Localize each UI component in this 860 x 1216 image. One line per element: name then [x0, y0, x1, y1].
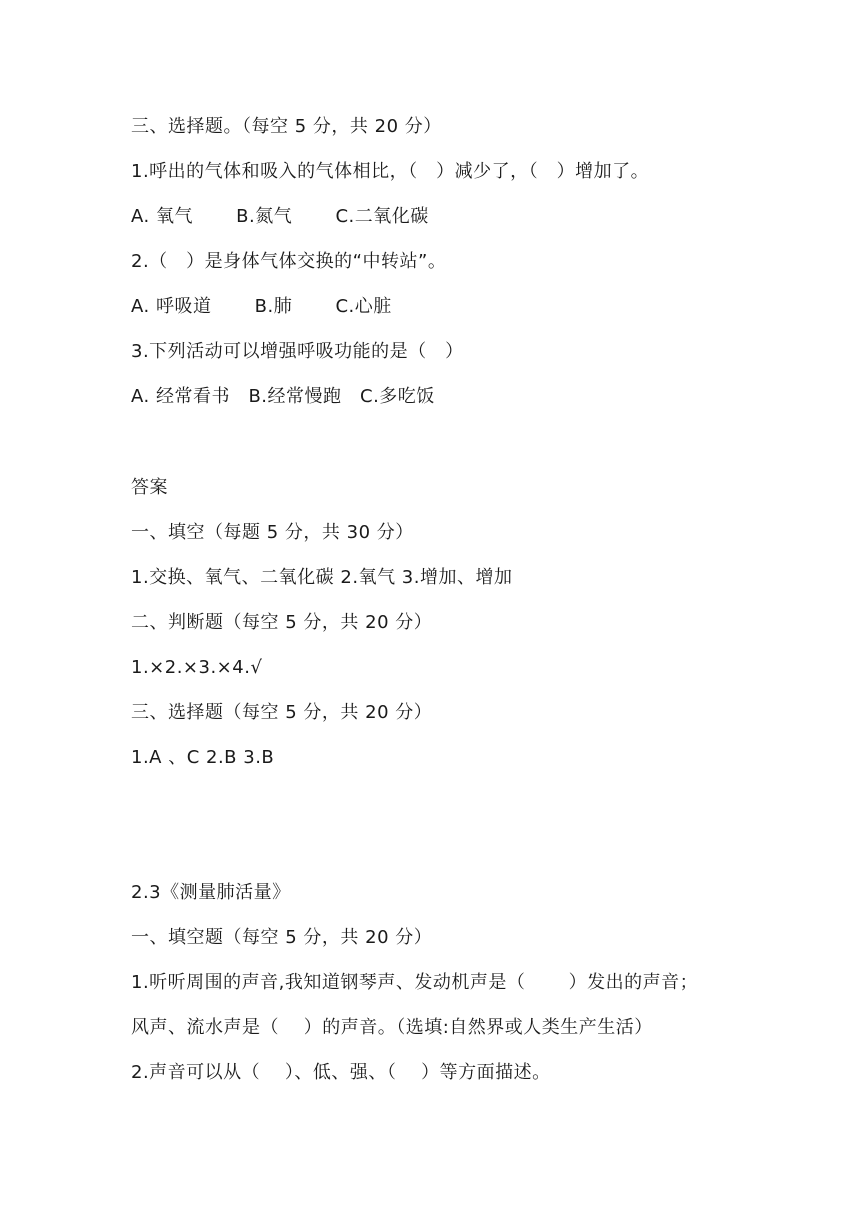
question-3: 3.下列活动可以增强呼吸功能的是（ ） [131, 341, 464, 362]
lesson-section-heading: 一、填空题（每空 5 分，共 20 分） [131, 927, 433, 948]
lesson-question-1-line-2: 风声、流水声是（ ）的声音。（选填:自然界或人类生产生活） [131, 1017, 653, 1038]
answers-judge-values: 1.×2.×3.×4.√ [131, 657, 263, 678]
question-1: 1.呼出的气体和吸入的气体相比，（ ）减少了，（ ）增加了。 [131, 161, 650, 182]
answers-choice-heading: 三、选择题（每空 5 分，共 20 分） [131, 702, 433, 723]
lesson-question-2: 2.声音可以从（ ）、低、强、（ ）等方面描述。 [131, 1062, 551, 1083]
answers-choice-values: 1.A 、C 2.B 3.B [131, 747, 275, 768]
answers-judge-heading: 二、判断题（每空 5 分，共 20 分） [131, 612, 433, 633]
question-1-options: A. 氧气 B.氮气 C.二氧化碳 [131, 206, 429, 227]
question-3-options: A. 经常看书 B.经常慢跑 C.多吃饭 [131, 386, 435, 407]
lesson-question-1-line-1: 1.听听周围的声音,我知道钢琴声、发动机声是（ ）发出的声音； [131, 972, 699, 993]
answers-fill-values: 1.交换、氧气、二氧化碳 2.氧气 3.增加、增加 [131, 567, 513, 588]
question-2-options: A. 呼吸道 B.肺 C.心脏 [131, 296, 392, 317]
answers-title: 答案 [131, 477, 168, 498]
answers-fill-heading: 一、填空（每题 5 分，共 30 分） [131, 522, 414, 543]
question-2: 2.（ ）是身体气体交换的“中转站”。 [131, 251, 447, 272]
section-heading-choice: 三、选择题。（每空 5 分，共 20 分） [131, 116, 442, 137]
lesson-title: 2.3《测量肺活量》 [131, 882, 291, 903]
